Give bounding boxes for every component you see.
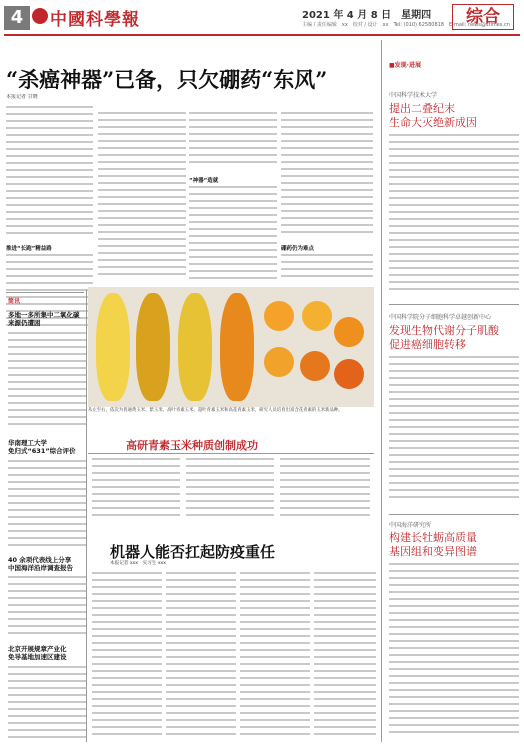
kernel-e-image: [300, 351, 330, 381]
lead-column-3b: [189, 186, 277, 286]
issue-date: 2021 年 4 月 8 日 星期四: [302, 10, 432, 21]
amber-corn-image: [220, 293, 254, 401]
brief-item-body-4: [8, 666, 86, 742]
yellow-corn-image: [96, 293, 130, 401]
right-story-2-org: 中国科学院分子细胞科学卓越创新中心: [389, 314, 492, 321]
right-story-3-headline: 构建长牡蛎高质量 基因组和变异图谱: [389, 531, 477, 558]
right-story-1-body: [389, 134, 519, 300]
right-story-3-body: [389, 563, 519, 743]
editor-info: 主编 / 责任编辑 xx 校对 / 设计 xx Tel: (010) 62580818 E-mail: news@stimes.cn: [302, 22, 510, 28]
robot-column-3: [240, 572, 310, 744]
lead-subhead-3: 硼药仍为难点: [281, 246, 315, 252]
lead-column-2: [98, 112, 186, 287]
right-story-1-headline: 提出二叠纪末 生命大灭绝新成因: [389, 102, 477, 129]
right-section-label: ■发现·进展: [389, 62, 421, 69]
kernel-b-image: [302, 301, 332, 331]
brief-item-title-2: 华南理工大学 免归式“631”综合评价: [8, 439, 76, 455]
robot-column-1: [92, 572, 162, 744]
kernel-c-image: [334, 317, 364, 347]
brief-item-body-1: [8, 332, 86, 432]
right-rule-1: [389, 304, 519, 305]
lead-subhead-1: 推进“长跑”精益路: [6, 246, 52, 252]
photo-caption: 从左至右，依次为普通黄玉米、紫玉米、高叶青素玉米、超叶青素玉米和高花青素玉米，研究人员培育出富含花青素的玉米新品种。: [88, 408, 343, 413]
corn-story-rule: [88, 453, 374, 454]
brief-label: 简讯: [8, 298, 21, 305]
lead-column-4b: [281, 254, 373, 284]
corn-story-column-1: [92, 458, 180, 524]
brief-item-title-4: 北京开展规章产业化 免导基地加速区建设: [8, 645, 67, 661]
page-number: 4: [4, 6, 30, 30]
newspaper-logo-icon: [32, 8, 48, 24]
right-story-2-headline: 发现生物代谢分子肌酸 促进癌细胞转移: [389, 324, 499, 351]
corn-story-headline: 高研青素玉米种质创制成功: [126, 439, 258, 452]
right-rule-2: [389, 514, 519, 515]
right-story-3-org: 中国海洋研究所: [389, 522, 432, 529]
lead-subhead-2: “神器”造就: [189, 178, 219, 184]
masthead-rule: [4, 34, 520, 36]
masthead: [0, 0, 524, 34]
lead-column-3: [189, 112, 277, 172]
kernel-a-image: [264, 301, 294, 331]
corn-story-column-2: [186, 458, 274, 524]
newspaper-logo: 中國科學報: [50, 10, 140, 30]
right-story-2-body: [389, 356, 519, 506]
brief-item-title-1: 多地一多所集中二氧化碳 来源仍遭困: [8, 311, 80, 327]
robot-headline: 机器人能否扛起防疫重任: [110, 543, 276, 561]
lead-headline: “杀癌神器”已备，只欠硼药“东风”: [6, 67, 328, 92]
orange-corn-image: [136, 293, 170, 401]
brief-item-body-3: [8, 576, 86, 640]
corn-photo: [88, 287, 374, 407]
brief-item-body-2: [8, 460, 86, 552]
right-story-1-org: 中国科学技术大学: [389, 92, 438, 99]
kernel-d-image: [264, 347, 294, 377]
section-name: 综合: [452, 4, 514, 30]
brief-rule: [6, 292, 84, 293]
lead-column-1: [6, 106, 93, 242]
brief-item-title-3: 40 余项代表线上分享 中国海洋沿岸调查报告: [8, 556, 73, 572]
corn-story-column-3: [280, 458, 370, 524]
gold-corn-image: [178, 293, 212, 401]
column-divider-right: [381, 40, 382, 742]
robot-column-2: [166, 572, 236, 744]
kernel-f-image: [334, 359, 364, 389]
lead-column-4: [281, 112, 373, 242]
robot-column-4: [314, 572, 376, 744]
column-divider-left: [86, 290, 87, 742]
lead-byline: 本报记者 甘晓: [6, 94, 38, 100]
robot-byline: 本报记者 xxx 实习生 xxx: [110, 561, 166, 566]
